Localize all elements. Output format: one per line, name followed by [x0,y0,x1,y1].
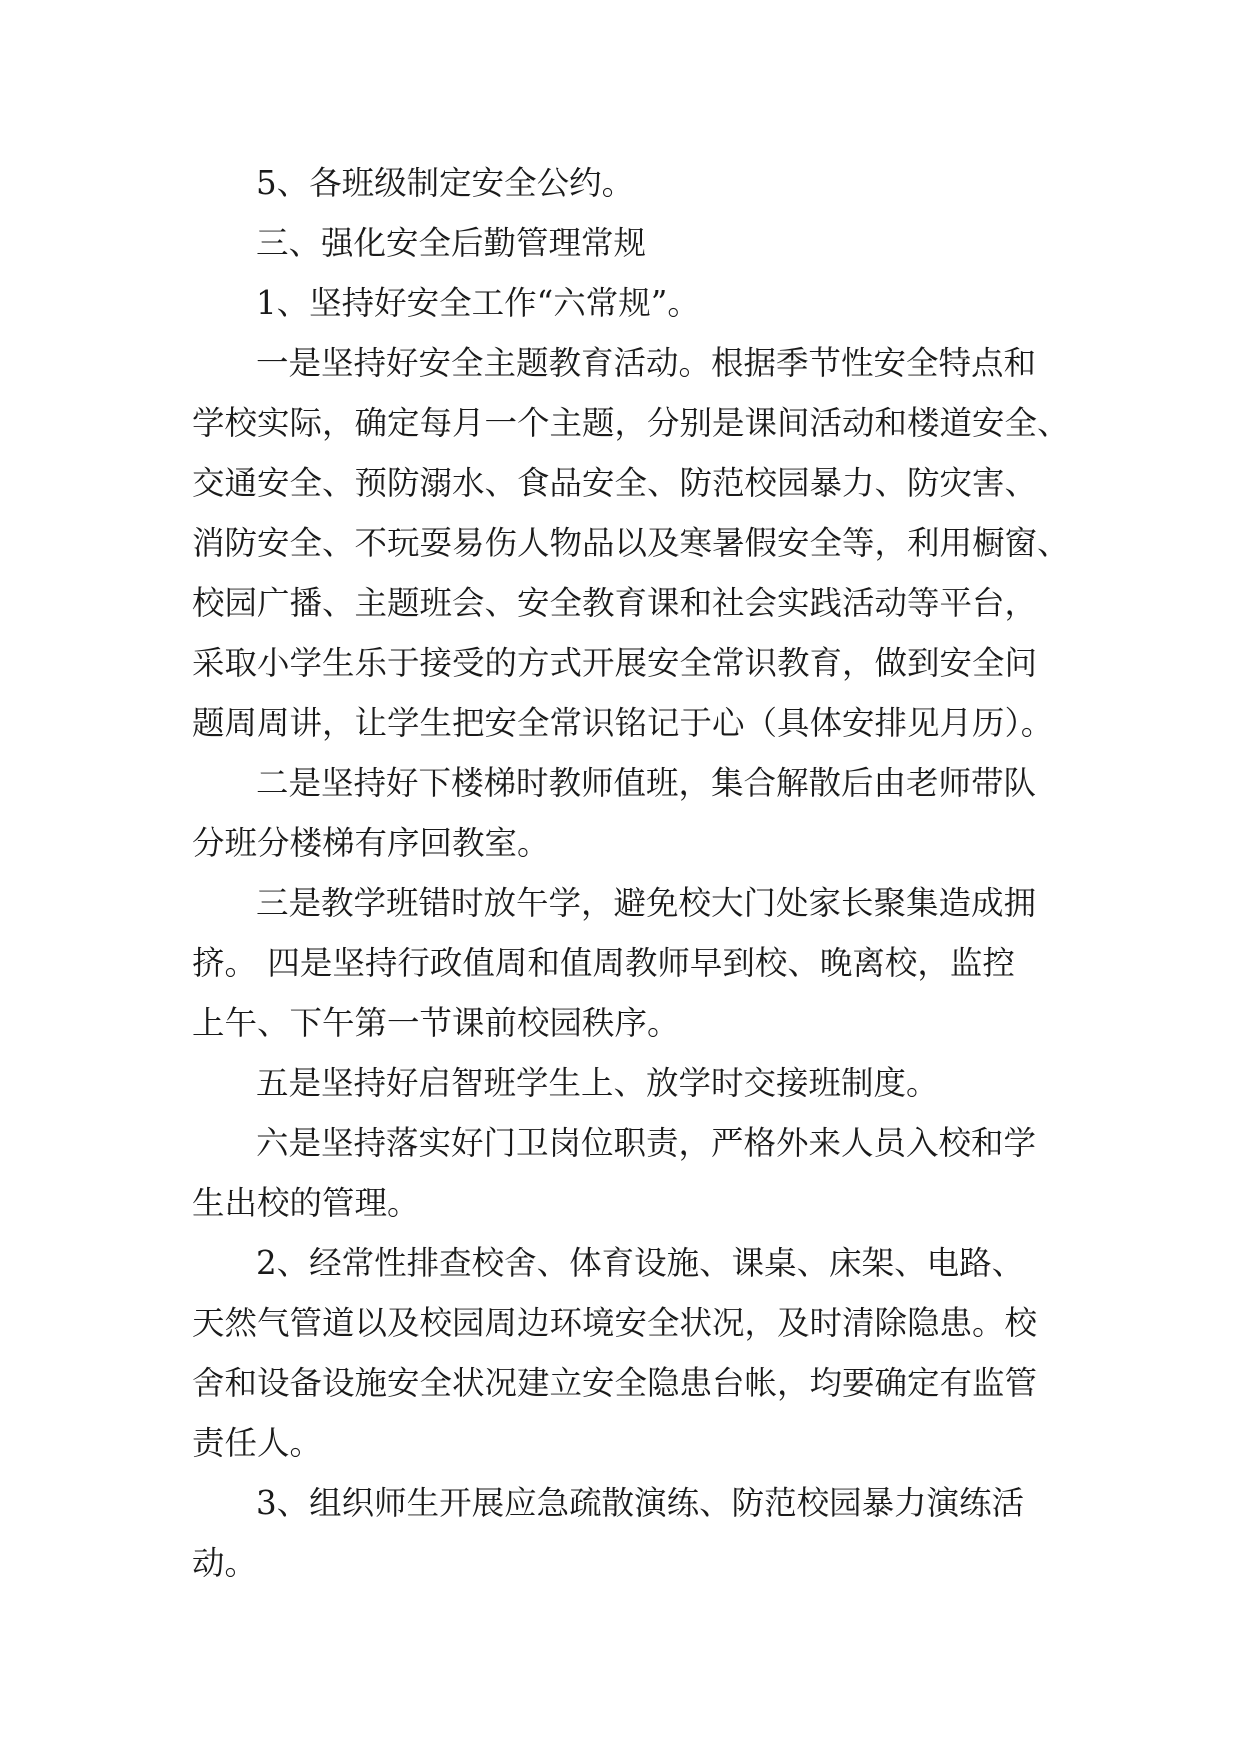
text-line: 采取小学生乐于接受的方式开展安全常识教育，做到安全问 [192,644,1038,682]
text-line: 分班分楼梯有序回教室。 [192,824,550,862]
text-line: 消防安全、不玩耍易伤人物品以及寒暑假安全等，利用橱窗、 [192,524,1070,562]
text-line: 责任人。 [192,1424,323,1462]
text-line: 舍和设备设施安全状况建立安全隐患台帐，均要确定有监管 [192,1364,1038,1402]
text-line: 2、经常性排查校舍、体育设施、课桌、床架、电路、 [256,1244,1025,1282]
text-line: 3、组织师生开展应急疏散演练、防范校园暴力演练活 [256,1484,1025,1522]
text-line: 一是坚持好安全主题教育活动。根据季节性安全特点和 [256,344,1037,382]
text-line: 校园广播、主题班会、安全教育课和社会实践活动等平台， [192,584,1038,622]
text-line: 五是坚持好启智班学生上、放学时交接班制度。 [256,1064,939,1102]
section-heading: 三、强化安全后勤管理常规 [256,224,647,262]
text-line: 天然气管道以及校园周边环境安全状况，及时清除隐患。校 [192,1304,1038,1342]
text-line: 生出校的管理。 [192,1184,420,1222]
text-line: 动。 [192,1544,258,1582]
text-line: 5、各班级制定安全公约。 [256,164,635,202]
text-line: 学校实际，确定每月一个主题，分别是课间活动和楼道安全、 [192,404,1070,442]
text-line: 上午、下午第一节课前校园秩序。 [192,1004,680,1042]
text-line: 六是坚持落实好门卫岗位职责，严格外来人员入校和学 [256,1124,1037,1162]
text-line: 1、坚持好安全工作“六常规”。 [256,284,700,322]
text-line: 三是教学班错时放午学，避免校大门处家长聚集造成拥 [256,884,1037,922]
text-line: 题周周讲，让学生把安全常识铭记于心（具体安排见月历）。 [192,704,1054,742]
text-line: 交通安全、预防溺水、食品安全、防范校园暴力、防灾害、 [192,464,1038,502]
text-line: 挤。 四是坚持行政值周和值周教师早到校、晚离校，监控 [192,944,1015,982]
text-line: 二是坚持好下楼梯时教师值班，集合解散后由老师带队 [256,764,1037,802]
